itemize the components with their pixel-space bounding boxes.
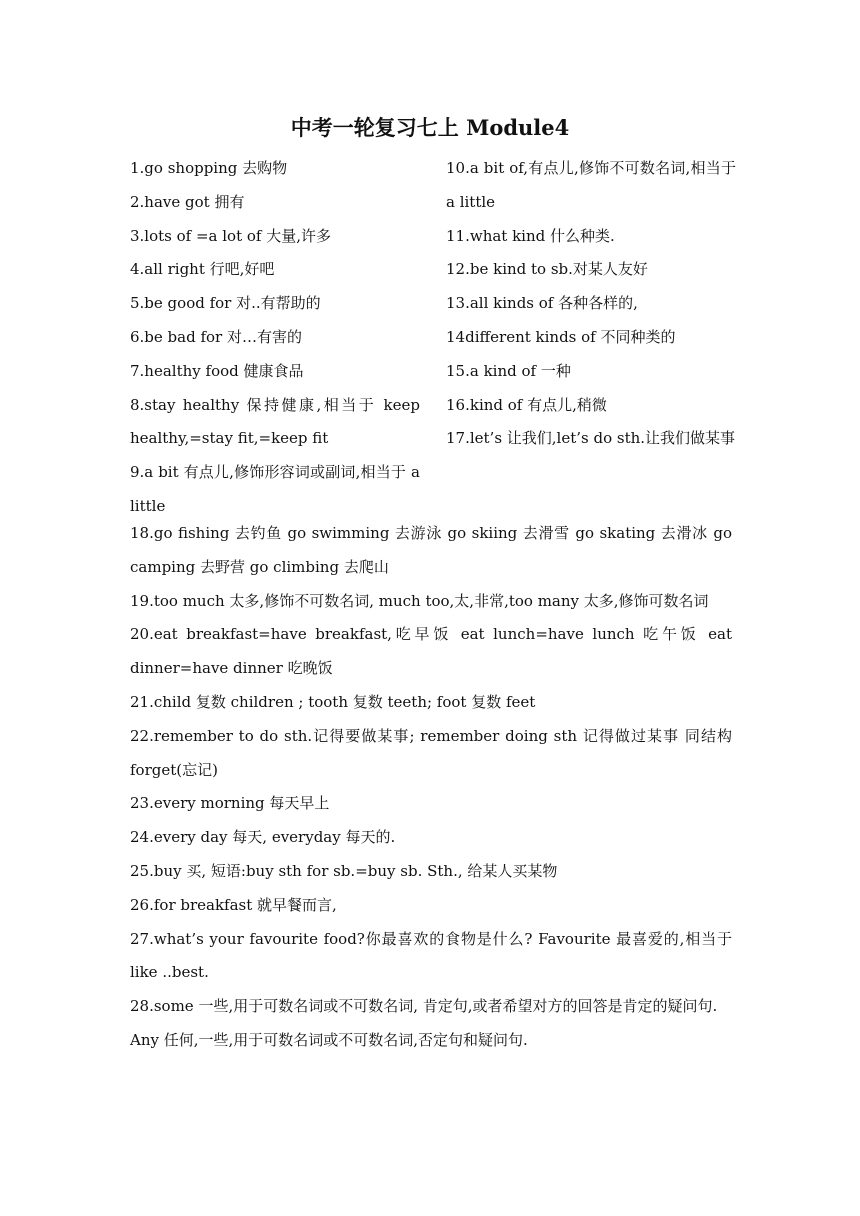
list-item: 12.be kind to sb.对某人友好 <box>446 260 648 279</box>
page-title: 中考一轮复习七上 Module4 <box>290 115 570 140</box>
list-item: 7.healthy food 健康食品 <box>130 361 304 380</box>
list-item: 10.a bit of,有点儿,修饰不可数名词,相当于 a little <box>446 159 736 211</box>
list-item: 5.be good for 对..有帮助的 <box>130 294 321 313</box>
list-item: 19.too much 太多,修饰不可数名词, much too,太,非常,too many 太多,修饰可数名词 <box>130 591 709 610</box>
list-item: 8.stay healthy 保持健康,相当于 keep healthy,=stay fit,=keep fit <box>130 395 420 448</box>
list-item: 16.kind of 有点儿,稍微 <box>446 395 607 414</box>
list-item: 13.all kinds of 各种各样的, <box>446 294 638 313</box>
list-item: 17.let’s 让我们,let’s do sth.让我们做某事 <box>446 429 736 448</box>
list-item: 2.have got 拥有 <box>130 192 245 211</box>
left-column <box>130 152 420 524</box>
list-item: Any 任何,一些,用于可数名词或不可数名词,否定句和疑问句. <box>130 1030 528 1049</box>
list-item: 3.lots of =a lot of 大量,许多 <box>130 226 332 245</box>
list-item: 11.what kind 什么种类. <box>446 226 615 245</box>
list-item: 14different kinds of 不同种类的 <box>446 327 676 346</box>
list-item: 6.be bad for 对…有害的 <box>130 327 302 346</box>
list-item: 18.go fishing 去钓鱼 go swimming 去游泳 go skiing 去滑雪 go skating 去滑冰 go camping 去野营 go climbing 去爬山 <box>130 524 732 576</box>
list-item: 15.a kind of 一种 <box>446 361 571 380</box>
list-item: 24.every day 每天, everyday 每天的. <box>130 828 396 847</box>
list-item: 25.buy 买, 短语:buy sth for sb.=buy sb. Sth., 给某人买某物 <box>130 861 558 880</box>
list-item: 22.remember to do sth.记得要做某事; remember doing sth 记得做过某事 同结构 forget(忘记) <box>130 726 732 779</box>
list-item: 23.every morning 每天早上 <box>130 794 330 813</box>
list-item: 21.child 复数 children ; tooth 复数 teeth; foot 复数 feet <box>130 692 536 711</box>
list-item: 27.what’s your favourite food?你最喜欢的食物是什么? Favourite 最喜爱的,相当于 like ..best. <box>130 929 732 982</box>
list-item: 1.go shopping 去购物 <box>130 159 288 177</box>
list-item: 26.for breakfast 就早餐而言, <box>130 895 337 914</box>
list-item: 9.a bit 有点儿,修饰形容词或副词,相当于 a little <box>130 463 420 515</box>
list-item: 28.some 一些,用于可数名词或不可数名词, 肯定句,或者希望对方的回答是肯定的疑问句. <box>130 997 718 1016</box>
full-width-section <box>130 517 732 1058</box>
right-column <box>446 152 736 456</box>
list-item: 4.all right 行吧,好吧 <box>130 260 275 279</box>
list-item: 20.eat breakfast=have breakfast,吃早饭 eat lunch=have lunch 吃午饭 eat dinner=have dinner 吃晚饭 <box>130 625 732 678</box>
